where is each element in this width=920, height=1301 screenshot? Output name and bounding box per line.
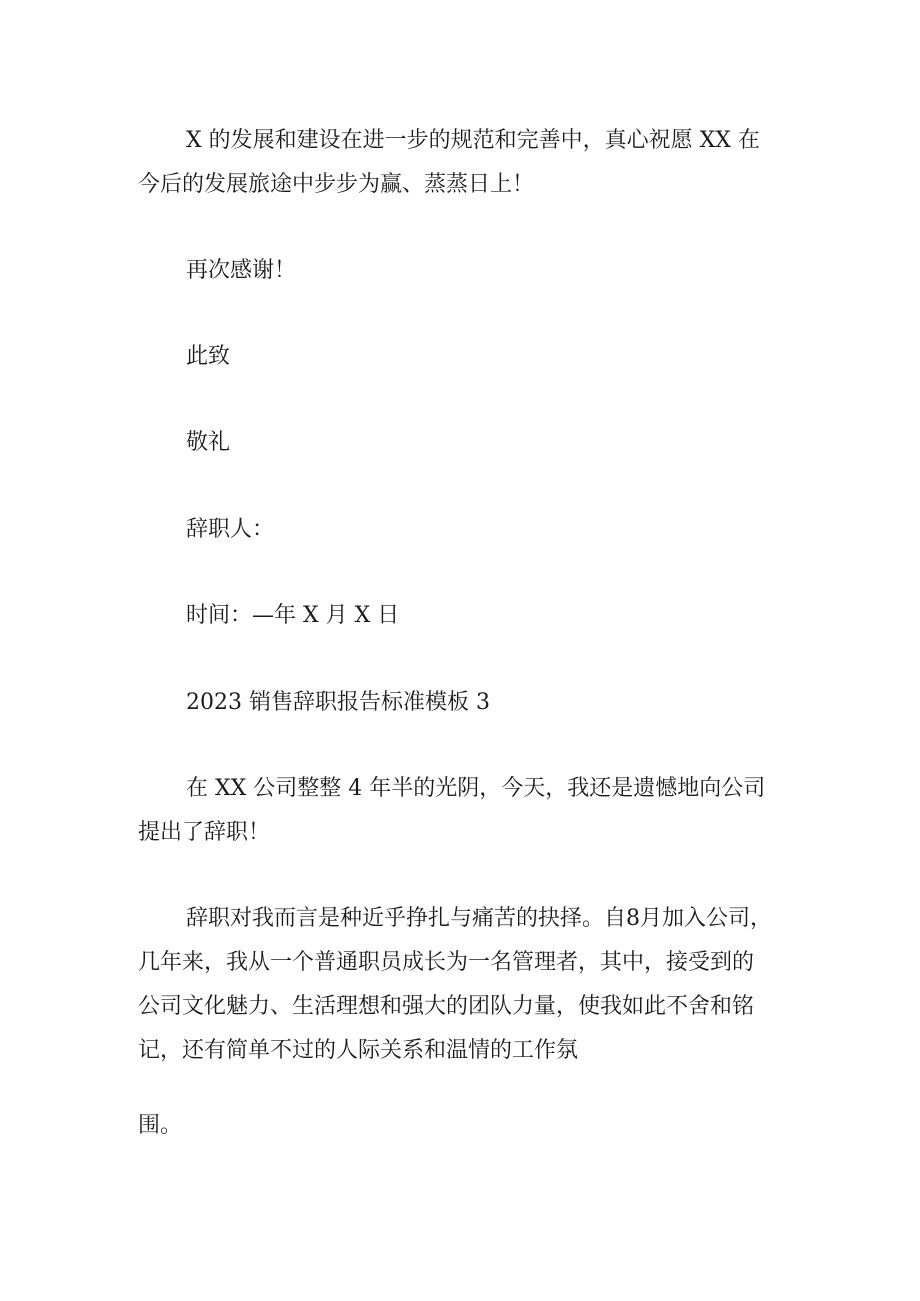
- paragraph-line: 提出了辞职！: [138, 820, 271, 845]
- paragraph-line: 公司文化魅力、生活理想和强大的团队力量，使我如此不舍和铭: [138, 994, 755, 1019]
- paragraph-line: 在 XX 公司整整 4 年半的光阴，今天，我还是遗憾地向公司: [186, 776, 766, 801]
- closing-cizhi: 此致: [186, 344, 231, 369]
- resigner-label: 辞职人：: [186, 517, 275, 542]
- paragraph-tail: 围。: [138, 1113, 183, 1138]
- paragraph-line: X 的发展和建设在进一步的规范和完善中，真心祝愿 XX 在: [186, 128, 760, 153]
- section-title: 2023 销售辞职报告标准模板 3: [186, 690, 490, 715]
- paragraph-intro: [138, 767, 765, 855]
- paragraph-line: 今后的发展旅途中步步为赢、蒸蒸日上！: [138, 172, 535, 197]
- paragraph-line: 记，还有简单不过的人际关系和温情的工作氛: [138, 1038, 579, 1063]
- closing-jingli: 敬礼: [186, 430, 231, 455]
- paragraph-line: 几年来，我从一个普通职员成长为一名管理者，其中，接受到的: [138, 950, 755, 975]
- date-line: 时间：—年 X 月 X 日: [186, 603, 400, 628]
- paragraph-reason: [138, 897, 772, 1073]
- paragraph-line: 辞职对我而言是种近乎挣扎与痛苦的抉择。自8月加入公司，: [186, 906, 772, 931]
- paragraph-wishes: [138, 119, 760, 207]
- thanks-again-line: 再次感谢！: [186, 258, 297, 283]
